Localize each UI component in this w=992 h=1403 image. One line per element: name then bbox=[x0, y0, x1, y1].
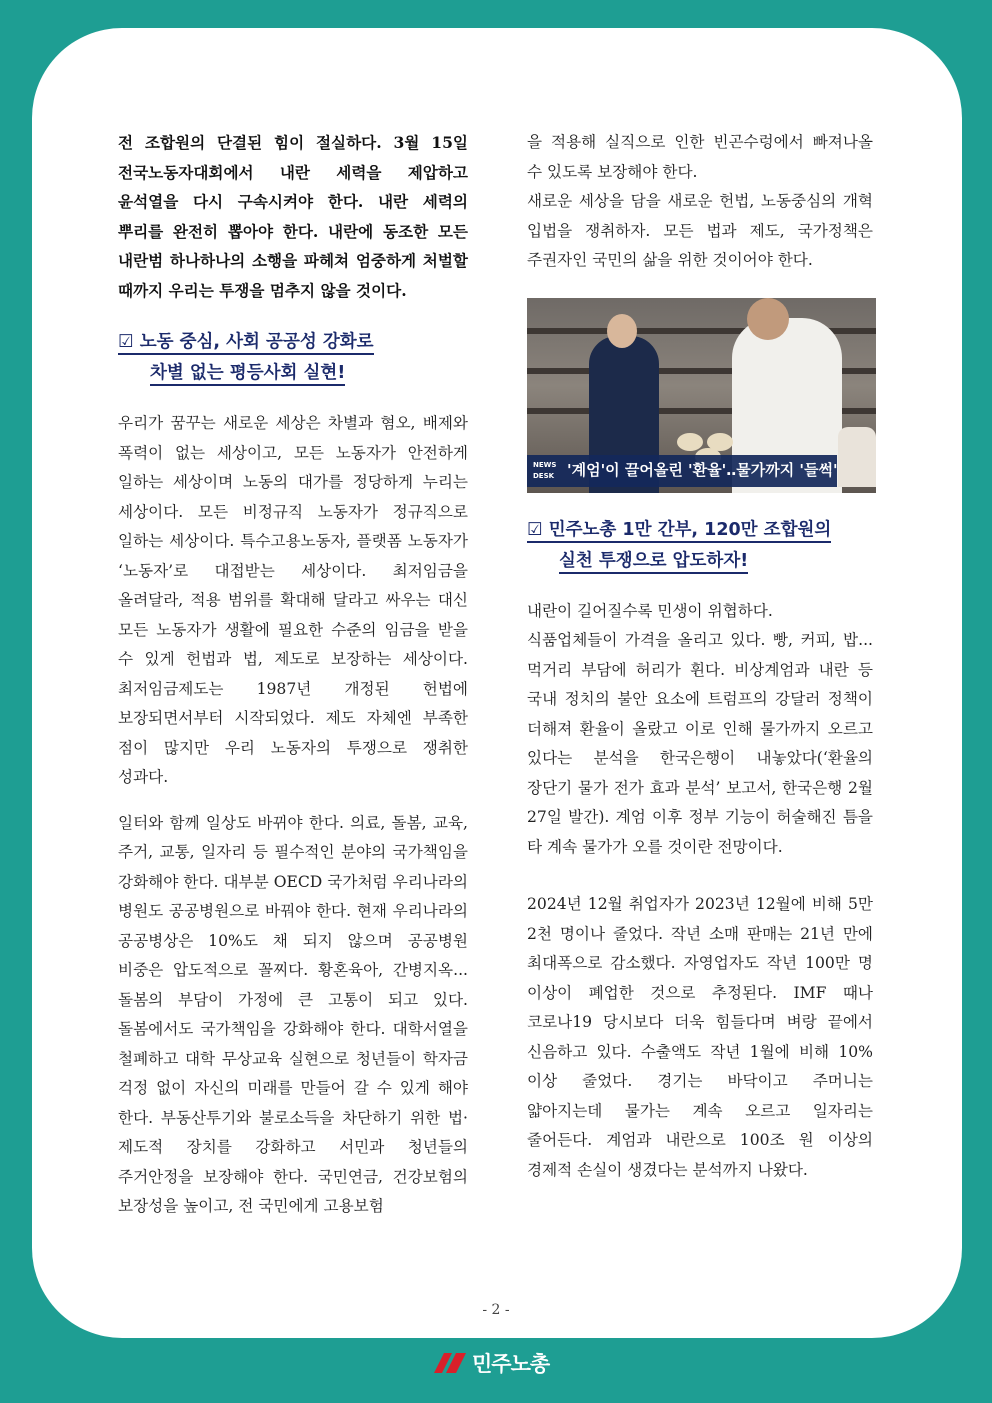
news-caption-bar bbox=[527, 455, 837, 487]
kctu-logo bbox=[430, 1350, 549, 1376]
checkbox-icon: ☑ bbox=[118, 332, 134, 352]
heading-line-1: 노동 중심, 사회 공공성 강화로 bbox=[139, 332, 374, 352]
intro-paragraph: 전 조합원의 단결된 힘이 절실하다. 3월 15일 전국노동자대회에서 내란 세력을 제압하고 윤석열을 다시 구속시켜야 한다. 내란 세력의 뿌리를 완전히 뽑아야 한다. 내란에 동조한 모든 내란범 하나하나의 소행을 파헤쳐 엄중하게 처벌할 때까지 우리는 투쟁을 멈추지 않을 것이다. bbox=[118, 133, 468, 300]
heading-line-1: 민주노총 1만 간부, 120만 조합원의 bbox=[548, 519, 832, 540]
body-paragraph: 내란이 길어질수록 민생이 위협하다. bbox=[527, 601, 773, 620]
news-desk-tag: NEWS DESK bbox=[533, 460, 557, 480]
heading-line-2: 실천 투쟁으로 압도하자! bbox=[559, 551, 748, 574]
news-photo bbox=[527, 298, 876, 493]
page-number: - 2 - bbox=[482, 1302, 510, 1318]
checkbox-icon: ☑ bbox=[527, 519, 543, 540]
body-paragraph: 일터와 함께 일상도 바뀌야 한다. 의료, 돌봄, 교육, 주거, 교통, 일자리 등 필수적인 분야의 국가책임을 강화해야 한다. 대부분 OECD 국가처럼 우리나라의 병원도 공공병원으로 바꿔야 한다. 현재 우리나라의 공공병상은 10%도 채 되지 않으며 공공병원 비중은 압도적으로 꼴찌다. 황혼육아, 간병지옥... 돌봄의 부담이 가정에 큰 고통이 되고 있다. 돌봄에서도 국가책임을 강화해야 한다. 대학서열을 철폐하고 대학 무상교육 실현으로 청년들이 학자금 걱정 없이 자신의 미래를 만들어 갈 수 있게 해야 한다. 부동산투기와 불로소득을 차단하기 위한 법·제도적 장치를 강화하고 서민과 청년들의 주거안정을 보장해야 한다. 국민연금, 건강보험의 보장성을 높이고, 전 국민에게 고용보험 bbox=[118, 813, 468, 1215]
body-paragraph: 을 적용해 실직으로 인한 빈곤수렁에서 빠져나올 수 있도록 보장해야 한다. bbox=[527, 133, 873, 181]
body-paragraph: 2024년 12월 취업자가 2023년 12월에 비해 5만 2천 명이나 줄었다. 작년 소매 판매는 21년 만에 최대폭으로 감소했다. 자영업자도 작년 100만 명 이상이 폐업한 것으로 추정된다. IMF 때나 코로나19 당시보다 더욱 힘들다며 벼랑 끝에서 신음하고 있다. 수출액도 작년 1월에 비해 10% 이상 줄었다. 경기는 바닥이고 주머니는 얇아지는데 물가는 계속 오르고 일자리는 줄어든다. 계엄과 내란으로 100조 원 이상의 경제적 손실이 생겼다는 분석까지 나왔다. bbox=[527, 895, 873, 1179]
body-paragraph: 우리가 꿈꾸는 새로운 세상은 차별과 혐오, 배제와 폭력이 없는 세상이고, 모든 노동자가 안전하게 일하는 세상이며 노동의 대가를 정당하게 누리는 세상이다. 모든 비정규직 노동자가 정규직으로 일하는 세상이다. 특수고용노동자, 플랫폼 노동자가 ‘노동자’로 대접받는 세상이다. 최저임금을 올려달라, 적용 범위를 확대해 달라고 싸우는 대신 모든 노동자가 생활에 필요한 수준의 임금을 받을 수 있게 헌법과 법, 제도로 보장하는 세상이다. 최저임금제도는 1987년 개정된 헌법에 보장되면서부터 시작되었다. 제도 자체엔 부족한 점이 많지만 우리 노동자의 투쟁으로 쟁취한 성과다. bbox=[118, 414, 468, 786]
section-heading-equality bbox=[118, 327, 468, 389]
sign-language-interpreter bbox=[838, 427, 876, 487]
bread-roll bbox=[677, 433, 703, 451]
section-heading-struggle bbox=[527, 515, 873, 577]
body-paragraph: 새로운 세상을 담을 새로운 헌법, 노동중심의 개혁 입법을 쟁취하자. 모든 법과 제도, 국가정책은 주권자인 국민의 삶을 위한 것이어야 한다. bbox=[527, 192, 873, 269]
news-caption: '계엄'이 끌어올린 '환율'‥물가까지 '들썩' bbox=[567, 460, 838, 479]
body-paragraph: 식품업체들이 가격을 올리고 있다. 빵, 커피, 밥... 먹거리 부담에 허리가 휜다. 비상계엄과 내란 등 국내 정치의 불안 요소에 트럼프의 강달러 정책이 더해져 환율이 올랐고 이로 인해 물가까지 오르고 있다는 분석을 한국은행이 내놓았다(‘환율의 장단기 물가 전가 효과 분석’ 보고서, 한국은행 2월 27일 발간). 계엄 이후 정부 기능이 허술해진 틈을 타 계속 물가가 오를 것이란 전망이다. bbox=[527, 631, 873, 856]
kctu-logo-icon bbox=[430, 1351, 468, 1375]
left-column bbox=[118, 128, 468, 1222]
heading-line-2: 차별 없는 평등사회 실현! bbox=[150, 363, 345, 386]
right-column bbox=[527, 128, 873, 1185]
chef-head bbox=[747, 298, 789, 340]
news-anchor-head bbox=[607, 314, 637, 348]
logo-text: 민주노총 bbox=[472, 1352, 550, 1376]
